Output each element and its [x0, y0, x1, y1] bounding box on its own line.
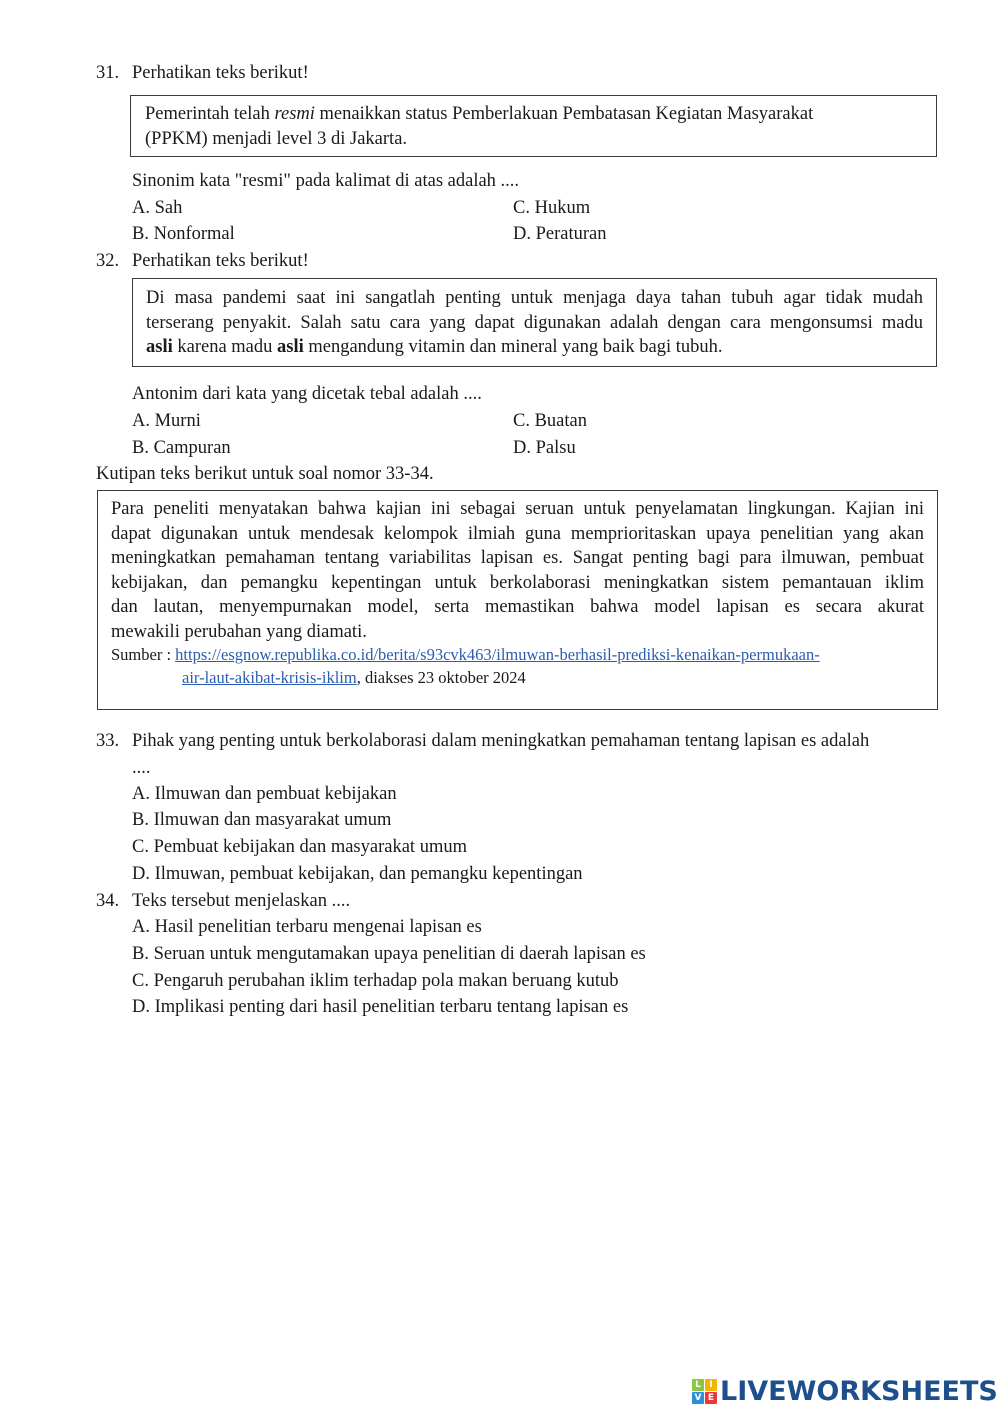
passage-box — [132, 278, 937, 367]
excerpt-intro: Kutipan teks berikut untuk soal nomor 33-34. — [96, 464, 434, 484]
question-number: 31. — [96, 63, 120, 83]
option-a[interactable]: A. Sah — [132, 198, 183, 218]
option-d[interactable]: D. Implikasi penting dari hasil penelitian terbaru tentang lapisan es — [132, 997, 629, 1017]
access-date: , diakses 23 oktober 2024 — [356, 667, 526, 687]
option-b[interactable]: B. Nonformal — [132, 224, 235, 244]
option-c[interactable]: C. Pembuat kebijakan dan masyarakat umum — [132, 837, 467, 857]
excerpt-line: dapat digunakan untuk mendesak kelompok ilmiah guna memprioritaskan upaya penelitian yang akan — [111, 523, 924, 544]
option-b[interactable]: B. Seruan untuk mengutamakan upaya penelitian di daerah lapisan es — [132, 944, 646, 964]
source-label: Sumber : — [111, 645, 176, 664]
liveworksheets-logo — [692, 1376, 998, 1407]
question-text: Teks tersebut menjelaskan .... — [132, 891, 351, 911]
logo-icon — [692, 1379, 717, 1404]
logo-text: LIVEWORKSHEETS — [720, 1376, 998, 1407]
question-prompt: Perhatikan teks berikut! — [132, 63, 309, 83]
option-c[interactable]: C. Pengaruh perubahan iklim terhadap pola makan beruang kutub — [132, 971, 619, 991]
option-d[interactable]: D. Ilmuwan, pembuat kebijakan, dan pemangku kepentingan — [132, 864, 583, 884]
italic-word: resmi — [274, 104, 315, 124]
passage-text: mengandung vitamin dan mineral yang baik bagi tubuh. — [303, 337, 723, 357]
logo-tile: I — [705, 1379, 717, 1391]
question-number: 33. — [96, 731, 120, 751]
option-d[interactable]: D. Peraturan — [513, 224, 607, 244]
excerpt-box — [97, 490, 938, 710]
bold-word: asli — [146, 337, 173, 357]
question-number: 34. — [96, 891, 120, 911]
question-text: Pihak yang penting untuk berkolaborasi dalam meningkatkan pemahaman tentang lapisan es adalah — [132, 731, 870, 751]
question-number: 32. — [96, 251, 120, 271]
passage-text: karena madu — [172, 337, 278, 357]
logo-tile: E — [705, 1392, 717, 1404]
bold-word: asli — [277, 337, 304, 357]
option-b[interactable]: B. Campuran — [132, 438, 231, 458]
question-text: Sinonim kata "resmi" pada kalimat di atas adalah .... — [132, 171, 520, 191]
passage-box — [130, 95, 937, 157]
excerpt-line: kebijakan, dan pemangku kepentingan untuk berkolaborasi meningkatkan sistem pemantauan iklim — [111, 572, 924, 593]
question-prompt: Perhatikan teks berikut! — [132, 251, 309, 271]
source-link[interactable]: https://esgnow.republika.co.id/berita/s93cvk463/ilmuwan-berhasil-prediksi-kenaikan-permukaan- — [175, 645, 820, 664]
option-a[interactable]: A. Ilmuwan dan pembuat kebijakan — [132, 784, 397, 804]
logo-tile: L — [692, 1379, 704, 1391]
excerpt-line: mewakili perubahan yang diamati. — [111, 621, 367, 642]
source-link-continued[interactable]: air-laut-akibat-krisis-iklim — [182, 667, 357, 687]
option-a[interactable]: A. Murni — [132, 411, 201, 431]
option-c[interactable]: C. Buatan — [513, 411, 587, 431]
passage-text: (PPKM) menjadi level 3 di Jakarta. — [145, 128, 408, 149]
passage-text: Di masa pandemi saat ini sangatlah penting untuk menjaga daya tahan tubuh agar tidak mudah — [146, 288, 923, 308]
excerpt-line: meningkatkan pemahaman tentang variabilitas lapisan es. Sangat penting bagi para ilmuwan, pembuat — [111, 548, 924, 568]
excerpt-line: Para peneliti menyatakan bahwa kajian ini sebagai seruan untuk penyelamatan lingkungan. Kajian ini — [111, 499, 924, 519]
option-c[interactable]: C. Hukum — [513, 198, 591, 218]
passage-text: Pemerintah telah — [145, 104, 275, 124]
question-text-continued: .... — [132, 758, 151, 778]
logo-tile: V — [692, 1392, 704, 1404]
excerpt-line: dan lautan, menyempurnakan model, serta memastikan bahwa model lapisan es secara akurat — [111, 597, 924, 617]
option-a[interactable]: A. Hasil penelitian terbaru mengenai lapisan es — [132, 917, 482, 937]
option-d[interactable]: D. Palsu — [513, 438, 576, 458]
option-b[interactable]: B. Ilmuwan dan masyarakat umum — [132, 810, 392, 830]
passage-text: menaikkan status Pemberlakuan Pembatasan Kegiatan Masyarakat — [314, 104, 814, 124]
question-text: Antonim dari kata yang dicetak tebal adalah .... — [132, 384, 482, 404]
source-citation — [111, 644, 924, 689]
passage-text: terserang penyakit. Salah satu cara yang dapat digunakan adalah dengan cara mengonsumsi madu — [146, 312, 923, 333]
